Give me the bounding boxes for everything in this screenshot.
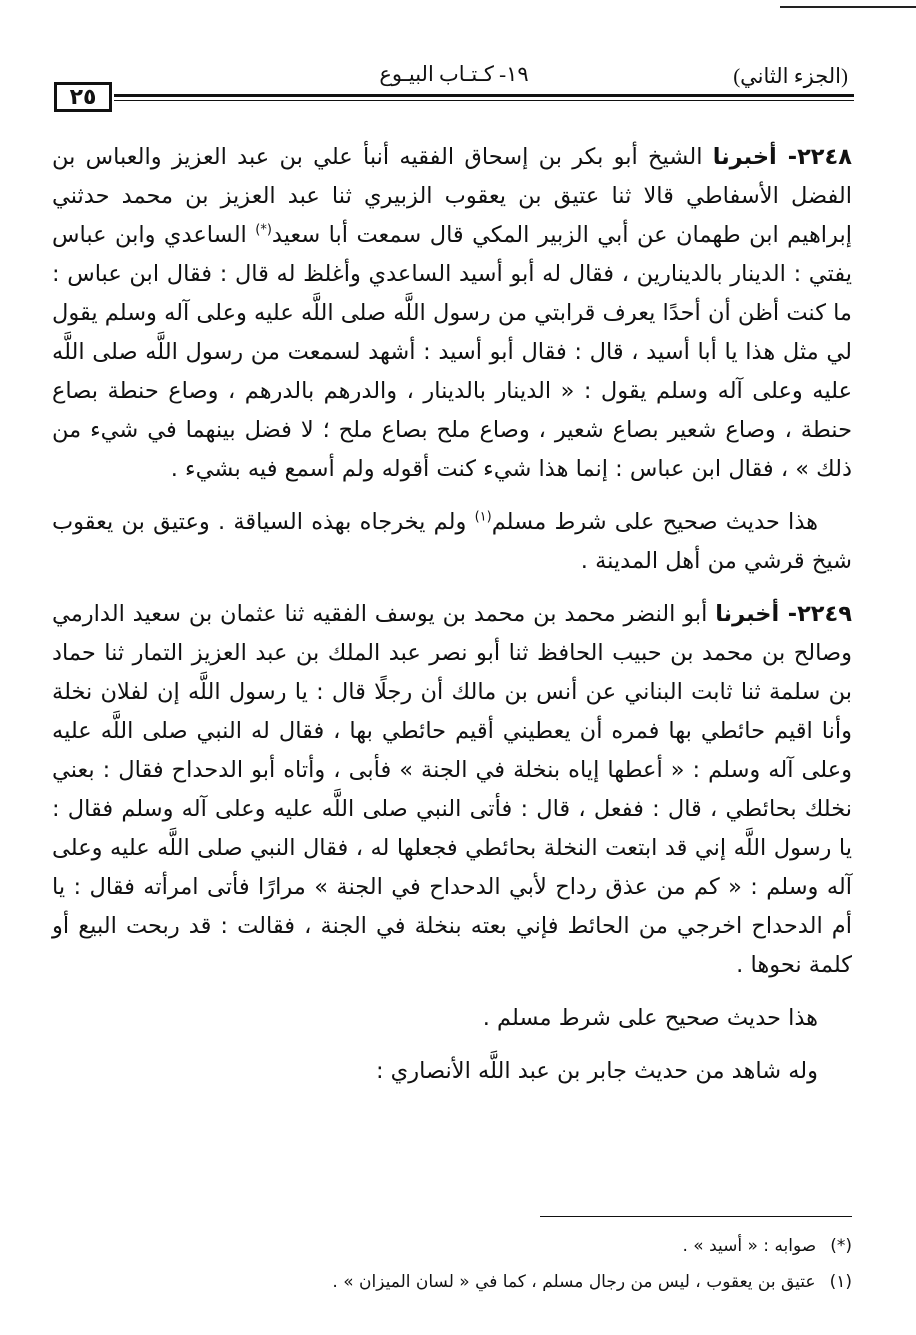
hadith-number: ٢٢٤٩ [797, 601, 852, 627]
hadith-text: الشيخ أبو بكر بن إسحاق الفقيه أنبأ علي بن عبد العزيز والعباس بن الفضل الأسفاطي قالا ثنا عتيق بن يعقوب الزبيري ثنا عبد العزيز بن محمد حدثني إبراهيم ابن طهمان عن أبي الزبير المكي قال سمعت أبا سعيد [52, 144, 852, 248]
footnotes [52, 1228, 852, 1300]
grading-text: هذا حديث صحيح على شرط مسلم [491, 509, 818, 535]
witness-line: وله شاهد من حديث جابر بن عبد اللَّه الأنصاري : [375, 1058, 818, 1084]
hadith-2249 [52, 595, 852, 985]
main-text [52, 138, 852, 1091]
hadith-2248 [52, 138, 852, 489]
page-number: ٢٥ [54, 82, 112, 112]
hadith-number: ٢٢٤٨ [797, 144, 852, 170]
footnote-mark: (*) [830, 1236, 852, 1256]
footnote-text: عتيق بن يعقوب ، ليس من رجال مسلم ، كما في « لسان الميزان » . [332, 1272, 816, 1292]
hadith-text: أبو النضر محمد بن محمد بن يوسف الفقيه ثنا عثمان بن سعيد الدارمي وصالح بن محمد بن حبيب الحافظ ثنا أبو نصر عبد الملك بن عبد العزيز التمار ثنا حماد بن سلمة ثنا ثابت البناني عن أنس بن مالك أن رجلًا قال : يا رسول اللَّه إن لفلان نخلة وأنا اقيم حائطي بها فمره أن يعطيني أقيم حائطي بها ، فقال له النبي صلى اللَّه عليه وعلى آله وسلم : « أعطها إياه بنخلة في الجنة » فأبى ، وأتاه أبو الدحداح فقال : بعني نخلك بحائطي ، قال : ففعل ، قال : فأتى النبي صلى اللَّه عليه وعلى آله وسلم فقال : يا رسول اللَّه إني قد ابتعت النخلة بحائطي فجعلها له ، فقال النبي صلى اللَّه عليه وعلى آله وسلم : « كم من عذق رداح لأبي الدحداح في الجنة » مرارًا فأتى امرأته فقال : يا أم الدحداح اخرجي من الحائط فإني بعته بنخلة في الجنة ، فقالت : قد ربحت البيع أو كلمة نحوها . [52, 601, 852, 978]
footnote-ref: (*) [255, 222, 272, 238]
footnote-rule [540, 1216, 852, 1217]
footnote-text: صوابه : « أسيد » . [682, 1236, 817, 1256]
header-rule-thin [114, 100, 854, 101]
header-rule-thick [114, 94, 854, 97]
hadith-lead: - أخبرنا [715, 601, 798, 627]
top-corner-rule [780, 6, 916, 8]
footnote-ref: (١) [474, 509, 492, 525]
footnote-item [52, 1228, 852, 1264]
hadith-text-continued: الساعدي وابن عباس يفتي : الدينار بالدينارين ، فقال له أبو أسيد الساعدي وأغلظ له قال : فقال ابن عباس : ما كنت أظن أن أحدًا يعرف قرابتي من رسول اللَّه صلى اللَّه عليه وعلى آله وسلم يقول لي مثل هذا يا أبا أسيد ، قال : فقال أبو أسيد : أشهد لسمعت من رسول اللَّه صلى اللَّه عليه وعلى آله وسلم يقول : « الدينار بالدينار ، والدرهم بالدرهم ، وصاع حنطة بصاع حنطة ، وصاع شعير بصاع شعير ، وصاع ملح بصاع ملح ؛ لا فضل بينهما في شيء من ذلك » ، فقال ابن عباس : إنما هذا شيء كنت أقوله ولم أسمع فيه بشيء . [52, 222, 852, 482]
grading-2249: هذا حديث صحيح على شرط مسلم . [482, 1005, 818, 1031]
grading-text-continued: ولم يخرجاه بهذه السياقة . وعتيق بن يعقوب شيخ قرشي من أهل المدينة . [52, 509, 852, 574]
hadith-lead: - أخبرنا [712, 144, 798, 170]
footnote-mark: (١) [829, 1272, 852, 1292]
part-title: (الجزء الثاني) [733, 64, 848, 88]
book-title: ١٩- كـتـاب البيـوع [379, 62, 529, 86]
page-header [54, 56, 854, 116]
footnote-item [52, 1264, 852, 1300]
grading-2248 [52, 503, 852, 581]
